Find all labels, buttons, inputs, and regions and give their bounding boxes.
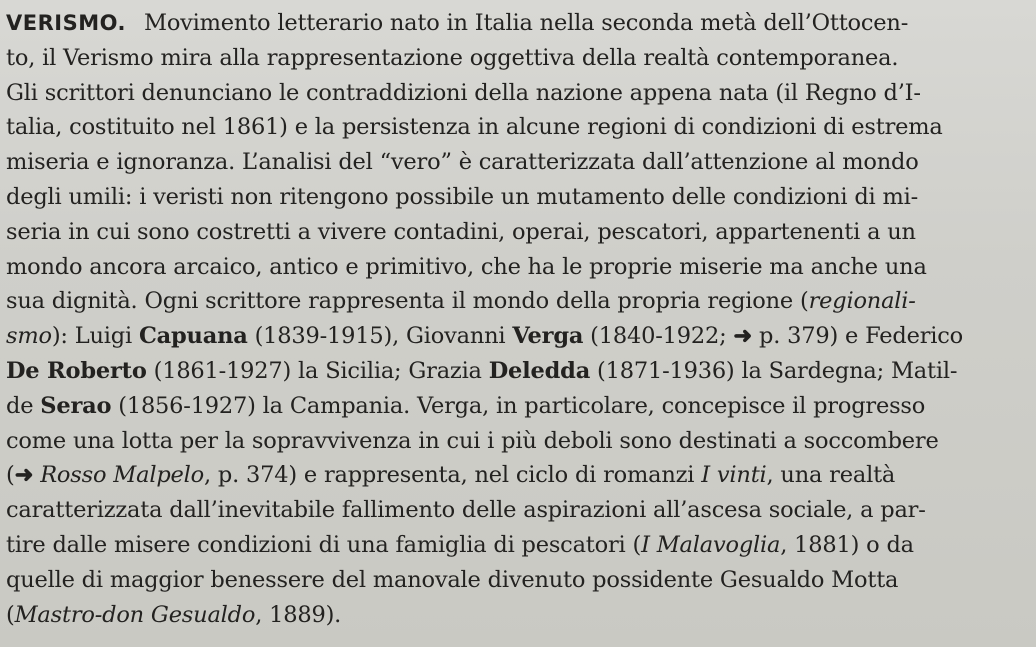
author-name: Deledda [488,357,591,384]
text-line-14 [6,458,1026,493]
text-segment: ( [6,601,15,628]
italic-term: regionali- [808,288,916,315]
author-name: De Roberto [6,357,147,384]
text-segment: , 1889). [255,601,342,628]
text-segment: , p. 374) e rappresenta, nel ciclo di romanzi [203,462,702,489]
entry-term: VERISMO. [6,11,126,35]
text-segment: Movimento letterario nato in Italia nella seconda metà dell’Ottocen- [143,10,909,36]
author-name: Verga [512,323,584,350]
arrow-right-icon: ➜ [14,462,34,489]
text-line-17: quelle di maggior benessere del manovale divenuto possidente Gesualdo Motta [6,566,899,593]
text-line-16 [6,528,1026,563]
text-segment: ): Luigi [51,323,139,350]
text-segment: (1856-1927) la Campania. Verga, in particolare, concepisce il progresso [111,392,926,419]
text-segment: (1839-1915), Giovanni [247,323,513,350]
text-segment: , 1881) o da [780,531,914,558]
text-line-6: degli umili: i veristi non ritengono possibile un mutamento delle condizioni di mi- [6,183,919,210]
text-segment: ( [6,462,15,489]
text-line-15: caratterizzata dall’inevitabile fallimento delle aspirazioni all’ascesa sociale, a par- [6,497,926,524]
verismo-entry [6,6,1026,632]
text-line-3: Gli scrittori denunciano le contraddizioni della nazione appena nata (il Regno d’I- [6,79,921,106]
text-line-10 [6,319,1026,354]
author-name: Capuana [138,323,248,350]
text-line-9 [6,284,1026,319]
text-segment: , una realtà [766,462,896,489]
text-line-12 [6,389,1026,424]
work-title: Mastro-don Gesualdo [14,601,256,628]
text-segment: (1840-1922; [583,323,734,350]
text-line-13: come una lotta per la sopravvivenza in cui i più deboli sono destinati a soccombere [6,427,939,454]
page-reference: p. 379) e Federico [752,323,963,350]
text-line-8: mondo ancora arcaico, antico e primitivo, che ha le proprie miserie ma anche una [6,253,927,280]
text-line-5: miseria e ignoranza. L’analisi del “vero” è caratterizzata dall’attenzione al mondo [6,149,919,176]
work-title: Rosso Malpelo [40,462,204,489]
work-title: I Malavoglia [641,531,781,558]
text-line-4: talia, costituito nel 1861) e la persistenza in alcune regioni di condizioni di estrema [6,114,943,141]
text-segment: (1871-1936) la Sardegna; Matil- [590,357,958,384]
work-title: I vinti [701,462,767,489]
text-segment: de [6,392,41,419]
text-segment: sua dignità. Ogni scrittore rappresenta il mondo della propria regione ( [6,288,809,315]
author-name: Serao [40,392,112,419]
text-line-7: seria in cui sono costretti a vivere contadini, operai, pescatori, appartenenti a un [6,218,916,245]
italic-term: smo [6,323,52,350]
text-line-1 [6,6,1026,41]
text-segment: tire dalle misere condizioni di una famiglia di pescatori ( [6,531,642,558]
text-line-18 [6,598,1026,633]
text-segment: (1861-1927) la Sicilia; Grazia [146,357,489,384]
text-line-11 [6,354,1026,389]
arrow-right-icon: ➜ [733,323,753,350]
text-line-2: to, il Verismo mira alla rappresentazione oggettiva della realtà contemporanea. [6,44,899,71]
